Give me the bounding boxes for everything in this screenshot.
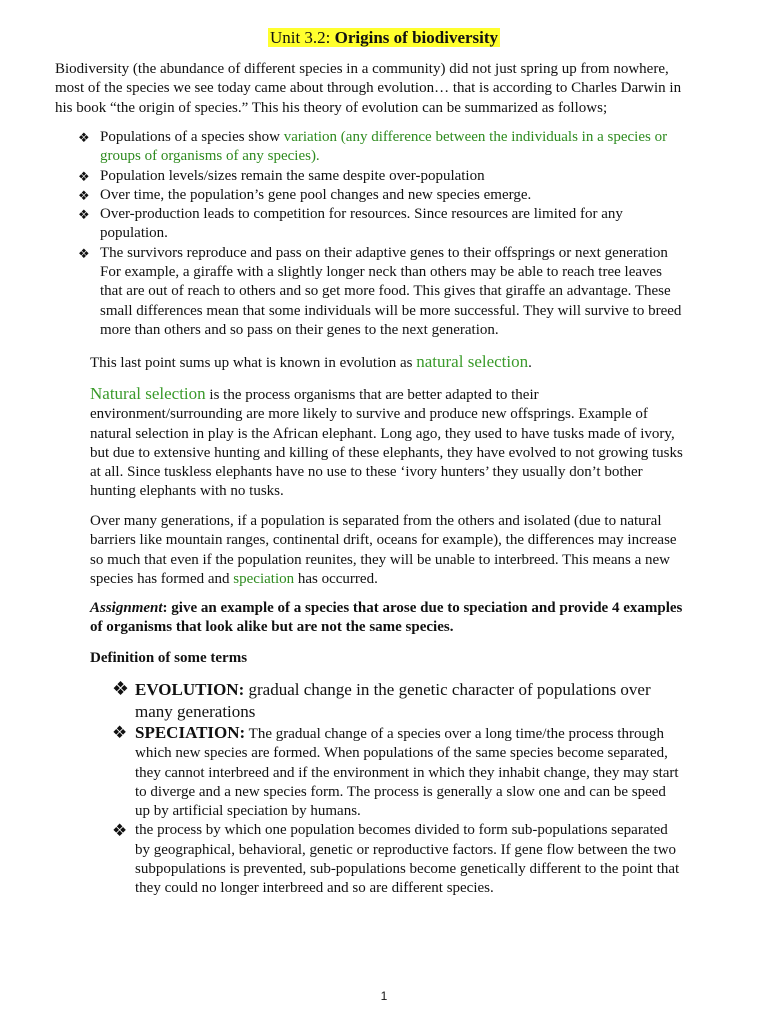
list-item [78, 186, 685, 205]
speciation-end: has occurred. [294, 570, 378, 587]
list-item [112, 723, 680, 821]
list-item [78, 167, 685, 186]
speciation-paragraph [90, 512, 685, 589]
summary-text: This last point sums up what is known in evolution as [90, 355, 417, 371]
four-diamond-icon: ❖ [78, 245, 90, 261]
speciation-text: Over many generations, if a population is separated from the others and isolated (due to natural barriers like mountain ranges, continental drift, oceans for example), the differences may increase so much that even if the population reunites, they will be unable to interbreed. This means a new species has formed and [90, 513, 677, 587]
title-highlight [268, 28, 500, 47]
point-text: Population levels/sizes remain the same despite over-population [100, 167, 485, 184]
assignment-text: : give an example of a species that arose due to speciation and provide 4 examples of organisms that look alike but are not the same species. [90, 600, 683, 636]
assignment-label: Assignment [90, 600, 163, 616]
list-item [78, 205, 685, 244]
natural-selection-text: is the process organisms that are better adapted to their environment/surrounding are more likely to survive and produce new offsprings. Example of natural selection in play is the African elephant. Long ago, they used to have tusks made of ivory, but due to extensive hunting and killing of these elephants, they have evolved to not growing tusks at all. Since tuskless elephants have no use to these ‘ivory hunters’ they usually don’t bother hunting elephants with no tusks. [90, 387, 683, 500]
summary-term: natural selection [416, 352, 529, 371]
four-diamond-icon: ❖ [78, 207, 90, 223]
definition-text: the process by which one population becomes divided to form sub-populations separated by geographical, behavioral, genetic or reproductive factors. If gene flow between the two subpopulations is prevented, sub-populations become genetically different to the point that they could no longer interbreed and so are different species. [135, 822, 680, 897]
definitions-heading: Definition of some terms [90, 650, 248, 666]
page-title [0, 27, 768, 49]
point-text: Over time, the population’s gene pool changes and new species emerge. [100, 186, 532, 203]
natural-selection-paragraph [90, 384, 685, 502]
point-highlight: variation (any difference between the individuals in a species or groups of organisms of any species). [100, 129, 668, 165]
definition-text: The gradual change of a species over a long time/the process through which new species are formed. When populations of the same species become separated, they cannot interbreed and if the environment in which they inhabit change, they may start to diverge and a new species form. The process is generally a slow one and can be speed up by artificial speciation by humans. [135, 726, 679, 820]
assignment-paragraph [90, 599, 685, 638]
darwin-points-list [78, 128, 685, 340]
list-item [112, 679, 680, 723]
natural-selection-summary [90, 351, 690, 374]
summary-end: . [528, 355, 532, 371]
page-number: 1 [380, 989, 388, 1003]
definition-text: gradual change in the genetic character of populations over many generations [135, 680, 651, 721]
definition-term: EVOLUTION: [135, 680, 245, 699]
speciation-term: speciation [233, 570, 295, 587]
point-text: Populations of a species show [100, 129, 284, 145]
four-diamond-icon: ❖ [112, 679, 130, 700]
list-item [112, 821, 680, 898]
point-text: The survivors reproduce and pass on their adaptive genes to their offsprings or next generation For example, a giraffe with a slightly longer neck than others may be able to reach tree leaves that are out of reach to others and so get more food. This gives that giraffe an advantage. These small differences mean that some individuals will be more successful. They will survive to breed more than others and so pass on their genes to the next generation. [100, 244, 682, 338]
title-name: Origins of biodiversity [334, 28, 499, 47]
definitions-list [112, 679, 680, 899]
intro-paragraph: Biodiversity (the abundance of different species in a community) did not just spring up from nowhere, most of the species we see today came about through evolution… that is according to Charles Darwin in his book “the origin of species.” This his theory of evolution can be summarized as follows; [55, 61, 682, 116]
point-text: Over-production leads to competition for resources. Since resources are limited for any population. [100, 206, 623, 242]
four-diamond-icon: ❖ [112, 723, 128, 742]
four-diamond-icon: ❖ [78, 168, 90, 184]
list-item [78, 244, 685, 340]
four-diamond-icon: ❖ [78, 130, 90, 145]
four-diamond-icon: ❖ [112, 821, 128, 841]
natural-selection-term: Natural selection [90, 384, 206, 403]
list-item [78, 128, 685, 167]
title-unit: Unit 3.2: [269, 28, 331, 47]
four-diamond-icon: ❖ [78, 187, 90, 203]
definition-term: SPECIATION: [135, 723, 246, 742]
